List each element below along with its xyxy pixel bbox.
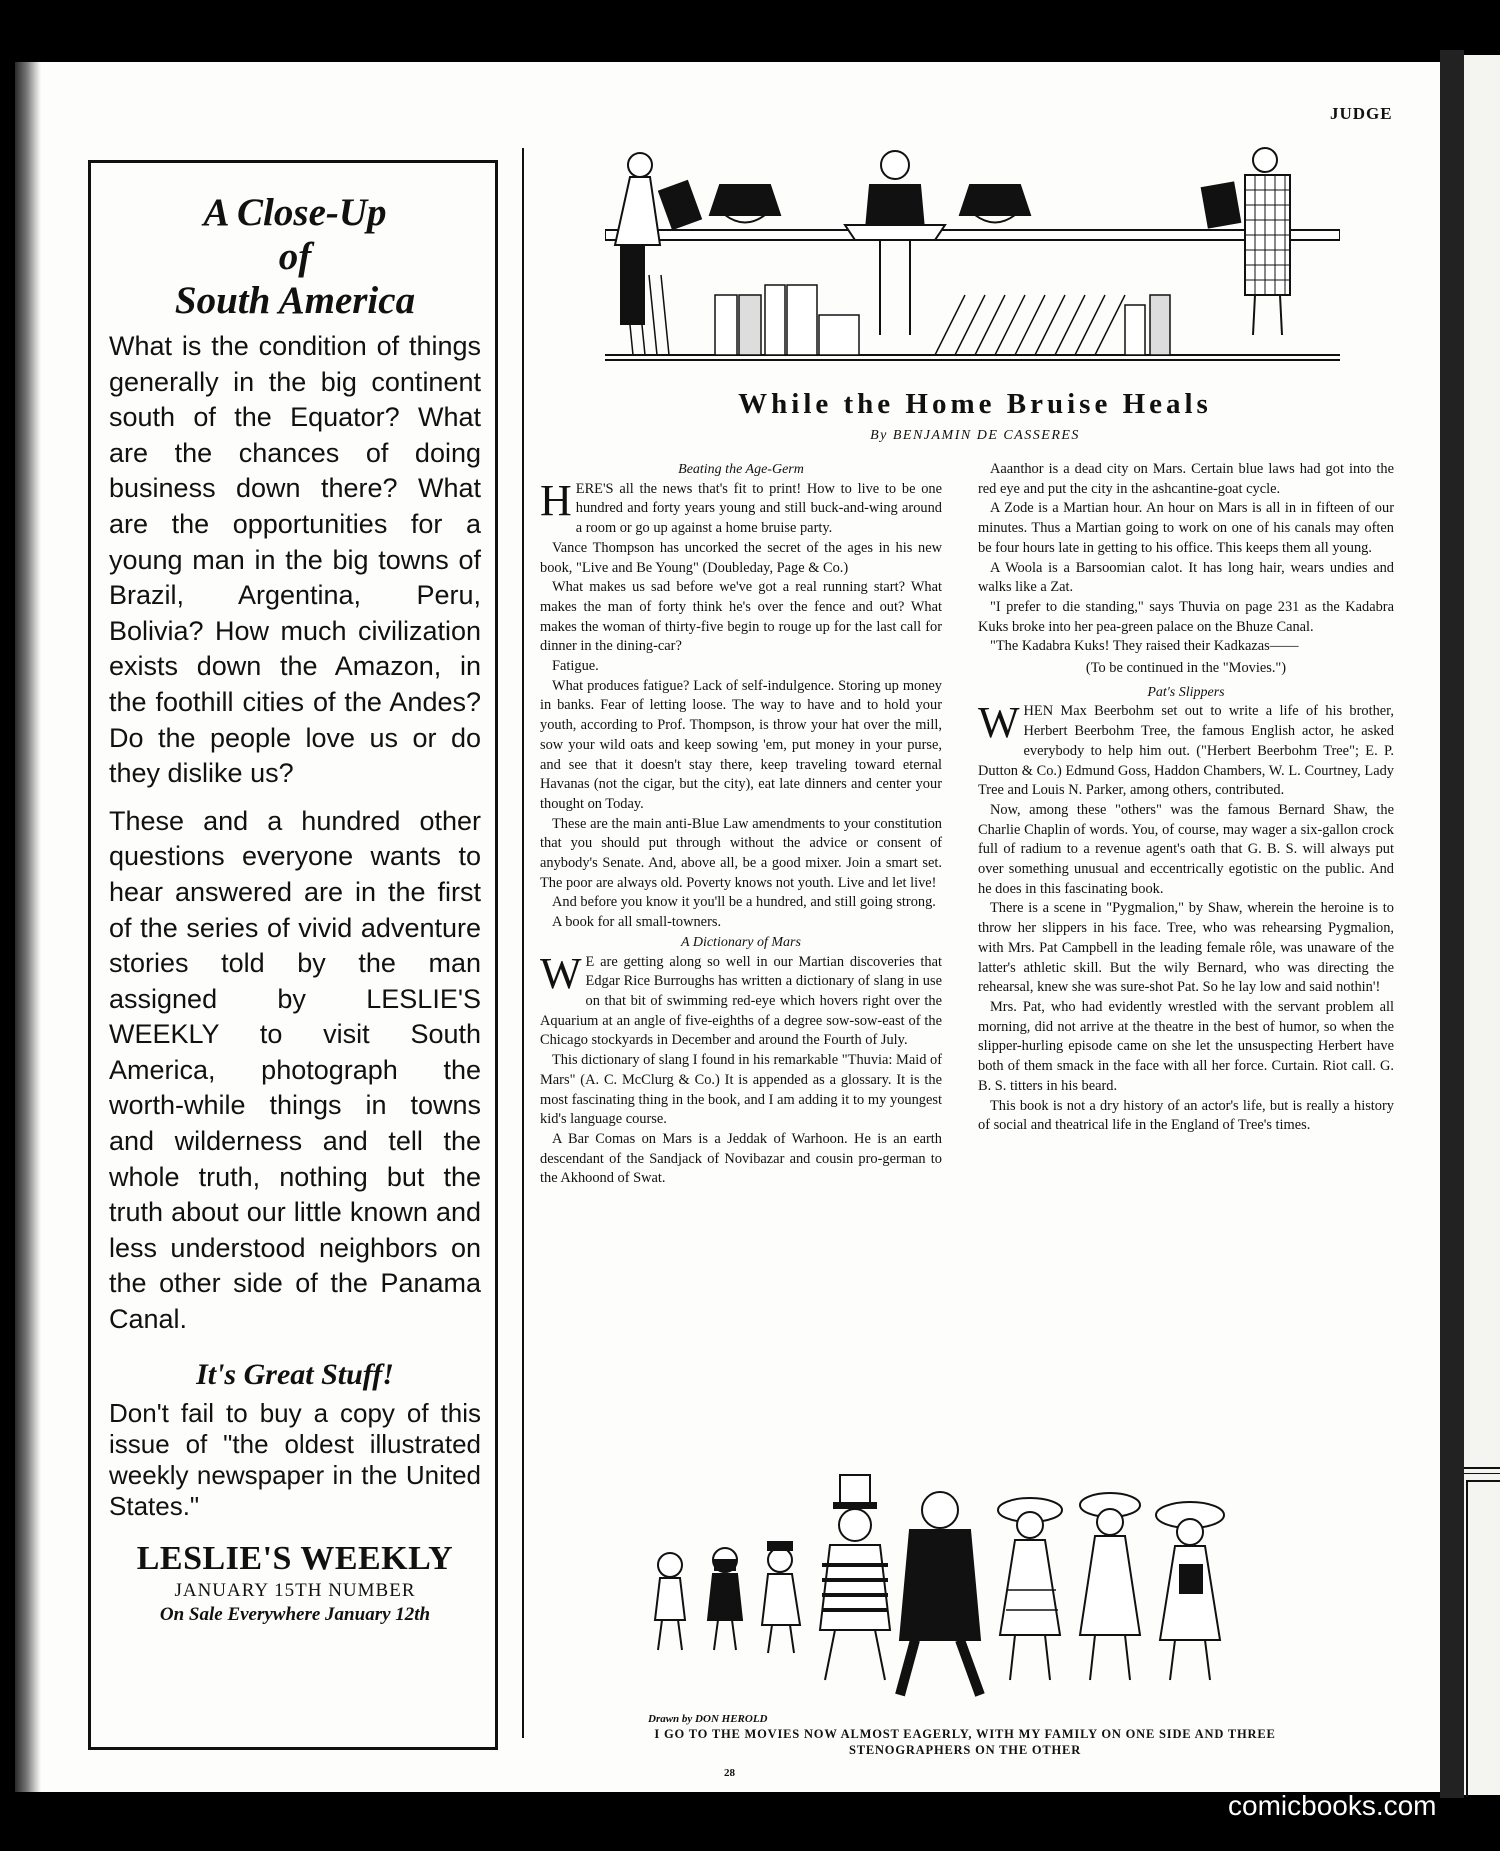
section-subhead: Pat's Slippers bbox=[1147, 684, 1225, 700]
article-paragraph: "I prefer to die standing," says Thuvia on page 231 as the Kadabra Kuks broke into her pea-green palace on the Bhuze Canal. bbox=[978, 598, 1394, 635]
ad-title-line-3: South America bbox=[174, 279, 416, 322]
article-paragraph: A Bar Comas on Mars is a Jeddak of Warhoon. He is an earth descendant of the Sandjack of Novibazar and cousin pro-german to the Akhoond of Swat. bbox=[540, 1130, 942, 1187]
bookstore-illustration bbox=[605, 145, 1340, 380]
drop-cap-paragraph-text: ERE'S all the news that's fit to print! How to live to be one hundred and forty years young and still buck-and-wing around a room or go up against a home bruise party. bbox=[575, 480, 942, 537]
article-paragraph: Fatigue. bbox=[552, 658, 599, 675]
page-binding-shadow bbox=[15, 62, 41, 1792]
article-paragraph: A Zode is a Martian hour. An hour on Mars is all in in fifteen of our minutes. Thus a Martian going to work on one of his canals may often be four hours late in getting to his office. This keeps them all young. bbox=[978, 500, 1394, 556]
illustration-caption: I GO TO THE MOVIES NOW ALMOST EAGERLY, WITH MY FAMILY ON ONE SIDE AND THREE STENOGRAPHERS ON THE OTHER bbox=[654, 1727, 1276, 1757]
family-movies-cartoon bbox=[640, 1470, 1280, 1710]
article-column-1 bbox=[540, 460, 942, 1189]
drop-cap: W bbox=[978, 698, 1020, 748]
article-paragraph: This book is not a dry history of an actor's life, but is really a history of social and theatrical life in the England of Tree's times. bbox=[978, 1097, 1394, 1134]
drop-cap: W bbox=[540, 948, 582, 998]
article-paragraph: These are the main anti-Blue Law amendments to your constitution that you should put through without the advice or consent of anybody's Senate. And, above all, be a good mixer. Join a smart set. The poor are always old. Poverty knows not youth. Live and let live! bbox=[540, 815, 942, 891]
section-subhead: A Dictionary of Mars bbox=[681, 934, 801, 950]
article-paragraph: A book for all small-towners. bbox=[552, 914, 722, 931]
ad-title-line-2: of bbox=[278, 235, 312, 278]
drop-cap: H bbox=[540, 475, 572, 525]
ad-tagline: It's Great Stuff! bbox=[196, 1357, 394, 1391]
masthead: JUDGE bbox=[1330, 104, 1393, 123]
ad-paragraph-1: What is the condition of things generally in the big continent south of the Equator? What are the chances of doing business down there? What are the opportunities for a young man in the big towns of Brazil, Argentina, Peru, Bolivia? How much civilization exists down the Amazon, in the foothill cities of the Andes? Do the people love us or do they dislike us? bbox=[109, 331, 481, 789]
article-paragraph: Vance Thompson has uncorked the secret of the ages in his new book, "Live and Be Young" (Doubleday, Page & Co.) bbox=[540, 539, 942, 576]
ad-title-line-1: A Close-Up bbox=[203, 191, 387, 234]
site-watermark: comicbooks.com bbox=[1228, 1790, 1437, 1821]
article-paragraph: And before you know it you'll be a hundred, and still going strong. bbox=[552, 894, 936, 911]
article-paragraph: There is a scene in "Pygmalion," by Shaw, wherein the heroine is to throw her slippers in his face. Tree, who was rehearsing Pygmalion, with Mrs. Pat Campbell in the leading female rôle, was unaware of the latter's athletic skill. But the wily Bernard, who was directing the rehearsal, knew she was sure-shot Pat. So he lay low and said nothin'! bbox=[978, 900, 1394, 996]
continuation-note: (To be continued in the "Movies.") bbox=[1085, 660, 1287, 677]
leslies-weekly-advertisement bbox=[88, 160, 498, 1750]
article-paragraph: Mrs. Pat, who had evidently wrestled with the servant problem all morning, did not arrive at the theatre in the best of humor, so when the slipper-hurling episode came on she let the unsuspecting Herbert have both of them smack in the face with all her force. Curtain. Riot call. G. B. S. titters in his beard. bbox=[978, 998, 1394, 1094]
ad-title bbox=[109, 191, 481, 323]
section-subhead: Beating the Age-Germ bbox=[678, 462, 804, 477]
article-paragraph bbox=[540, 948, 942, 1052]
article-paragraph: What makes us sad before we've got a real running start? What makes the man of forty think he's over the fence and out? What makes the woman of thirty-five begin to rouge up for the last call for dinner in the dining-car? bbox=[540, 579, 942, 655]
article-paragraph: Aaanthor is a dead city on Mars. Certain blue laws had got into the red eye and put the city in the ashcantine-goat cycle. bbox=[978, 461, 1394, 497]
article-paragraph bbox=[978, 698, 1394, 801]
article-paragraph: What produces fatigue? Lack of self-indulgence. Storing up money in banks. Fear of letting loose. The way to have and to hold your youth, according to Prof. Thompson, is throw your hat over the mill, sow your wild oats and keep sowing 'em, put money in your purse, and see that it doesn't stay there, keep traveling toward eternal Havanas (not the cigar, but the city), eat late dinners and center your thought on Today. bbox=[540, 677, 942, 812]
article-paragraph: "The Kadabra Kuks! They raised their Kadkazas—— bbox=[990, 638, 1299, 655]
ad-on-sale: On Sale Everywhere January 12th bbox=[159, 1603, 431, 1625]
article-paragraph: A Woola is a Barsoomian calot. It has long hair, wears undies and walks like a Zat. bbox=[978, 559, 1394, 596]
article-paragraph: This dictionary of slang I found in his remarkable "Thuvia: Maid of Mars" (A. C. McClurg & Co.) It is appended as a glossary. It is the most fascinating thing in the book, and I am adding it to my youngest kid's language course. bbox=[540, 1052, 942, 1128]
ad-publication-name: LESLIE'S WEEKLY bbox=[136, 1539, 454, 1577]
drop-cap-paragraph-text: E are getting along so well in our Martian discoveries that Edgar Rice Burroughs has written a dictionary of slang in use on that bit of swimming red-eye which hovers right over the Aquarium at an angle of five-eighths of a degree sow-sow-east of the Chicago stockyards in December and around the Fourth of July. bbox=[540, 953, 942, 1049]
ad-paragraph-3: Don't fail to buy a copy of this issue of "the oldest illustrated weekly newspaper in the United States." bbox=[109, 1397, 481, 1521]
illustration-credit: Drawn by DON HEROLD bbox=[648, 1713, 768, 1725]
page-number: 28 bbox=[724, 1767, 735, 1779]
article-paragraph bbox=[540, 475, 942, 539]
article-column-2 bbox=[978, 460, 1394, 1136]
ad-paragraph-2: These and a hundred other questions everyone wants to hear answered are in the first of the series of vivid adventure stories told by the man assigned by LESLIE'S WEEKLY to visit South America, photograph the worth-while things in towns and wilderness and tell the whole truth, nothing but the truth about our little known and less understood neighbors on the other side of the Panama Canal. bbox=[109, 805, 481, 1335]
article-byline: By BENJAMIN DE CASSERES bbox=[870, 428, 1080, 443]
ad-issue: JANUARY 15TH NUMBER bbox=[174, 1579, 416, 1601]
article-paragraph: Now, among these "others" was the famous Bernard Shaw, the Charlie Chaplin of words. You, of course, may wager a six-gallon crock full of radium to a revenue agent's oath that G. B. S. will always put over something unusual and eccentrically egotistic on the public. And he does in this fascinating book. bbox=[978, 801, 1394, 897]
article-headline: While the Home Bruise Heals bbox=[738, 388, 1212, 420]
page-gutter bbox=[1440, 50, 1464, 1798]
column-divider bbox=[522, 148, 524, 1738]
drop-cap-paragraph-text: HEN Max Beerbohm set out to write a life of his brother, Herbert Beerbohm Tree, the famous English actor, he asked everybody to help him out. ("Herbert Beerbohm Tree"; E. P. Dutton & Co.) Edmund Goss, Haddon Chambers, W. L. Courtney, Lady Tree and Louis N. Parker, among others, contributed. bbox=[978, 703, 1394, 799]
